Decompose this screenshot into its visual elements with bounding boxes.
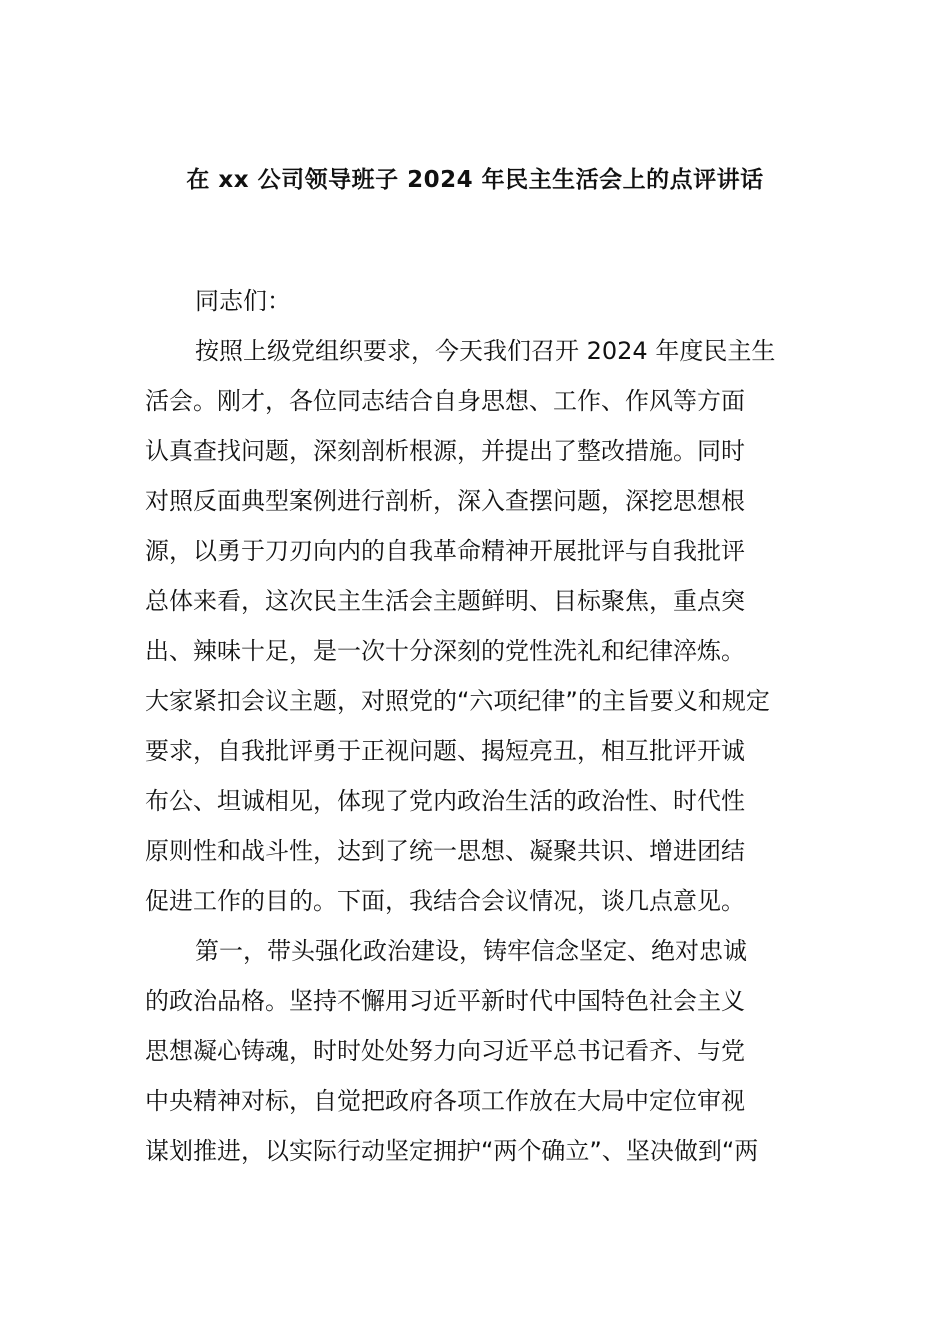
paragraph-line: 总体来看，这次民主生活会主题鲜明、目标聚焦，重点突: [145, 587, 745, 615]
paragraph-line: 的政治品格。坚持不懈用习近平新时代中国特色社会主义: [145, 987, 745, 1015]
paragraph-line: 要求，自我批评勇于正视问题、揭短亮丑，相互批评开诚: [145, 737, 745, 765]
paragraph-line: 促进工作的目的。下面，我结合会议情况，谈几点意见。: [145, 887, 745, 915]
paragraph-line: 第一，带头强化政治建设，铸牢信念坚定、绝对忠诚: [195, 937, 747, 965]
paragraph-line: 谋划推进，以实际行动坚定拥护“两个确立”、坚决做到“两: [145, 1137, 759, 1165]
paragraph-line: 源，以勇于刀刃向内的自我革命精神开展批评与自我批评: [145, 537, 745, 565]
paragraph-line: 大家紧扣会议主题，对照党的“六项纪律”的主旨要义和规定: [145, 687, 770, 715]
paragraph-line: 中央精神对标，自觉把政府各项工作放在大局中定位审视: [145, 1087, 745, 1115]
paragraph-line: 对照反面典型案例进行剖析，深入查摆问题，深挖思想根: [145, 487, 745, 515]
paragraph-line: 出、辣味十足，是一次十分深刻的党性洗礼和纪律淬炼。: [145, 637, 745, 665]
salutation-line: 同志们：: [195, 287, 291, 315]
paragraph-line: 思想凝心铸魂，时时处处努力向习近平总书记看齐、与党: [145, 1037, 745, 1065]
document-title: 在 xx 公司领导班子 2024 年民主生活会上的点评讲话: [186, 167, 764, 193]
paragraph-line: 按照上级党组织要求，今天我们召开 2024 年度民主生: [195, 337, 776, 365]
document-body: [145, 276, 810, 1176]
paragraph-line: 认真查找问题，深刻剖析根源，并提出了整改措施。同时: [145, 437, 745, 465]
paragraph-line: 原则性和战斗性，达到了统一思想、凝聚共识、增进团结: [145, 837, 745, 865]
paragraph-line: 布公、坦诚相见，体现了党内政治生活的政治性、时代性: [145, 787, 745, 815]
paragraph-line: 活会。刚才，各位同志结合自身思想、工作、作风等方面: [145, 387, 745, 415]
